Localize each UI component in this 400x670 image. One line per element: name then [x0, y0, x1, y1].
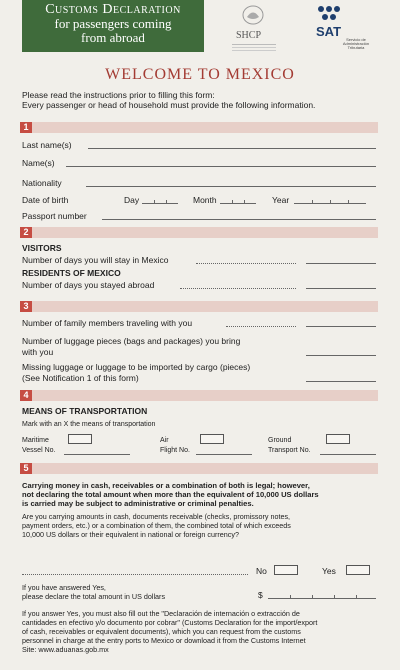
amount-tick [290, 595, 291, 599]
residents-days-label: Number of days you stayed abroad [22, 280, 155, 290]
visitors-leader [196, 263, 296, 264]
no-label: No [256, 566, 267, 576]
section-4-bar [20, 390, 378, 401]
transport-number-field[interactable] [320, 454, 376, 455]
section-3-number: 3 [20, 301, 32, 312]
amount-tick [312, 595, 313, 599]
shcp-label: SHCP [236, 30, 262, 41]
vessel-number-field[interactable] [64, 454, 130, 455]
residents-leader [180, 288, 296, 289]
transportation-heading: MEANS OF TRANSPORTATION [22, 406, 148, 416]
intro-line-2: Every passenger or head of household must provide the following information. [22, 100, 316, 110]
question-line-1: Are you carrying amounts in cash, documents receivable (checks, promissory notes, [22, 512, 291, 521]
name-field[interactable] [66, 166, 376, 167]
note-line-3: of cash, receivables or equivalent documents), which you can request from the customs [22, 627, 301, 636]
amount-tick [356, 595, 357, 599]
maritime-label: Maritime [22, 437, 49, 444]
last-name-field[interactable] [88, 148, 376, 149]
year-tick [330, 200, 331, 204]
intro-text [22, 90, 378, 110]
section-5-number: 5 [20, 463, 32, 474]
section-3-bar [20, 301, 378, 312]
additional-declaration-note [22, 609, 378, 654]
sat-logo-icon [316, 4, 342, 24]
name-label: Name(s) [22, 158, 55, 168]
note-line-5: Site: www.aduanas.gob.mx [22, 645, 109, 654]
mexico-seal-icon [238, 4, 268, 26]
ground-label: Ground [268, 437, 292, 444]
luggage-label-2: with you [22, 347, 54, 357]
cargo-label-2: (See Notification 1 of this form) [22, 373, 139, 383]
cargo-label-1: Missing luggage or luggage to be imported by cargo (pieces) [22, 362, 251, 372]
warning-line-3: is carried may be subject to administrative or criminal penalties. [22, 499, 254, 508]
banner-line-3: from abroad [81, 30, 145, 45]
flight-label: Flight No. [160, 447, 190, 454]
ground-checkbox[interactable] [326, 434, 350, 444]
section-2-number: 2 [20, 227, 32, 238]
family-members-label: Number of family members traveling with you [22, 318, 193, 328]
cash-question [22, 512, 378, 539]
question-line-2: payment orders, etc.) or a combination of them, the combined total of which exceeds [22, 521, 291, 530]
section-4-number: 4 [20, 390, 32, 401]
year-tick [312, 200, 313, 204]
form-header [0, 0, 400, 60]
cash-warning [22, 481, 378, 508]
day-tick [166, 200, 167, 204]
warning-line-2: not declaring the total amount when more than the equivalent of 10,000 US dollars [22, 490, 319, 499]
question-line-3: 10,000 US dollars or their equivalent in national or foreign currency? [22, 530, 239, 539]
air-checkbox[interactable] [200, 434, 224, 444]
passport-label: Passport number [22, 211, 87, 221]
note-line-2: cantidades en efectivo y/o documento por cobrar" (Customs Declaration for the import/export [22, 618, 318, 627]
visitors-heading: VISITORS [22, 243, 62, 253]
answer-leader [22, 574, 248, 575]
sat-label: SAT [316, 24, 342, 39]
luggage-pieces-field[interactable] [306, 355, 376, 356]
flight-number-field[interactable] [196, 454, 252, 455]
luggage-label-1: Number of luggage pieces (bags and packages) you bring [22, 336, 241, 346]
vessel-label: Vessel No. [22, 447, 56, 454]
section-5-bar [20, 463, 378, 474]
yes-checkbox[interactable] [346, 565, 370, 575]
amount-field[interactable] [268, 598, 376, 599]
banner-line-1: Customs Declaration [45, 2, 181, 17]
no-checkbox[interactable] [274, 565, 298, 575]
note-line-1: If you answer Yes, you must also fill out the "Declaración de internación o extracción de [22, 609, 300, 618]
nationality-field[interactable] [86, 186, 376, 187]
dollar-sign: $ [258, 590, 263, 600]
day-tick [154, 200, 155, 204]
amount-tick [334, 595, 335, 599]
page-title: WELCOME TO MEXICO [105, 66, 295, 83]
transport-label: Transport No. [268, 447, 311, 454]
month-tick [232, 200, 233, 204]
month-field[interactable] [220, 203, 256, 204]
residents-heading: RESIDENTS OF MEXICO [22, 268, 121, 278]
family-members-field[interactable] [306, 326, 376, 327]
month-label: Month [193, 195, 217, 205]
cargo-pieces-field[interactable] [306, 381, 376, 382]
nationality-label: Nationality [22, 178, 62, 188]
warning-line-1: Carrying money in cash, receivables or a combination of both is legal; however, [22, 481, 310, 490]
day-field[interactable] [142, 203, 178, 204]
amount-line-1: If you have answered Yes, [22, 583, 106, 592]
amount-line-2: please declare the total amount in US dollars [22, 592, 166, 601]
year-tick [348, 200, 349, 204]
note-line-4: personnel in charge at the entry ports to Mexico or download it from the Customs Internet [22, 636, 306, 645]
passport-field[interactable] [102, 219, 376, 220]
customs-declaration-banner [22, 0, 204, 52]
shcp-subtitle [232, 44, 276, 51]
year-label: Year [272, 195, 290, 205]
yes-label: Yes [322, 566, 336, 576]
air-label: Air [160, 437, 169, 444]
section-1-bar [20, 122, 378, 133]
day-label: Day [124, 195, 140, 205]
banner-line-2: for passengers coming [54, 16, 172, 31]
month-tick [244, 200, 245, 204]
section-1-number: 1 [20, 122, 32, 133]
section-2-bar [20, 227, 378, 238]
maritime-checkbox[interactable] [68, 434, 92, 444]
visitors-days-field[interactable] [306, 263, 376, 264]
residents-days-field[interactable] [306, 288, 376, 289]
last-name-label: Last name(s) [22, 140, 72, 150]
visitors-days-label: Number of days you will stay in Mexico [22, 255, 169, 265]
family-leader [226, 326, 296, 327]
sat-subtitle: Servicio de Administración Tributaria [342, 37, 370, 50]
intro-line-1: Please read the instructions prior to filling this form: [22, 90, 215, 100]
transportation-instruction: Mark with an X the means of transportation [22, 421, 156, 428]
date-of-birth-label: Date of birth [22, 195, 69, 205]
